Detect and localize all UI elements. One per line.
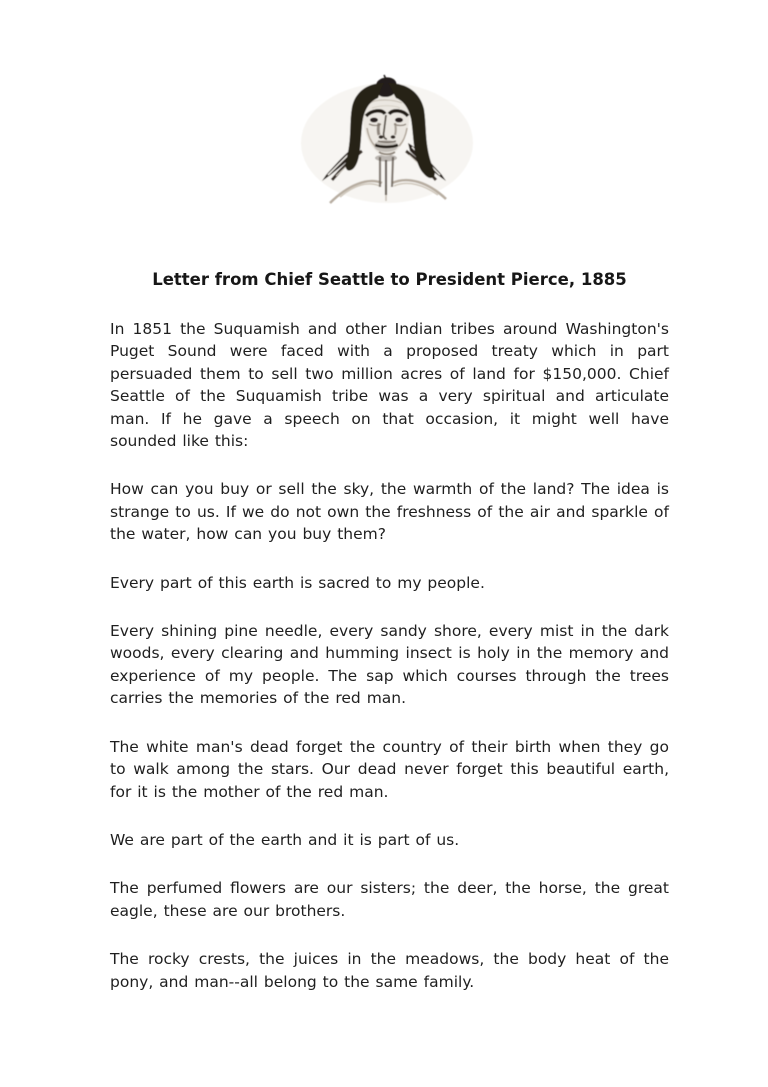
paragraph: The white man's dead forget the country of their birth when they go to walk among the stars. Our dead never forget this beautiful earth, for it is the mother of the red man. xyxy=(110,737,669,801)
paragraph: We are part of the earth and it is part of us. xyxy=(110,830,460,849)
paragraph: The rocky crests, the juices in the meadows, the body heat of the pony, and man--all belong to the same family. xyxy=(110,950,669,991)
paragraph: How can you buy or sell the sky, the warmth of the land? The idea is strange to us. If we do not own the freshness of the air and sparkle of the water, how can you buy them? xyxy=(110,480,669,544)
paragraph-intro: In 1851 the Suquamish and other Indian tribes around Washington's Puget Sound were faced with a proposed treaty which in part persuaded them to sell two million acres of land for $150,000. Chief Seattle of the Suquamish tribe was a very spiritual and articulate man. If he gave a speech on that occasion, it might well have sounded like this: xyxy=(110,320,669,451)
portrait-sketch-image xyxy=(296,73,478,206)
chief-seattle-portrait xyxy=(296,73,478,206)
paragraph: The perfumed flowers are our sisters; the deer, the horse, the great eagle, these are our brothers. xyxy=(110,879,669,920)
paragraph: Every part of this earth is sacred to my people. xyxy=(110,573,485,592)
letter-body xyxy=(110,318,669,1019)
paragraph: Every shining pine needle, every sandy shore, every mist in the dark woods, every clearing and humming insect is holy in the memory and experience of my people. The sap which courses through the trees carries the memories of the red man. xyxy=(110,622,669,708)
document-title: Letter from Chief Seattle to President Pierce, 1885 xyxy=(152,270,627,289)
